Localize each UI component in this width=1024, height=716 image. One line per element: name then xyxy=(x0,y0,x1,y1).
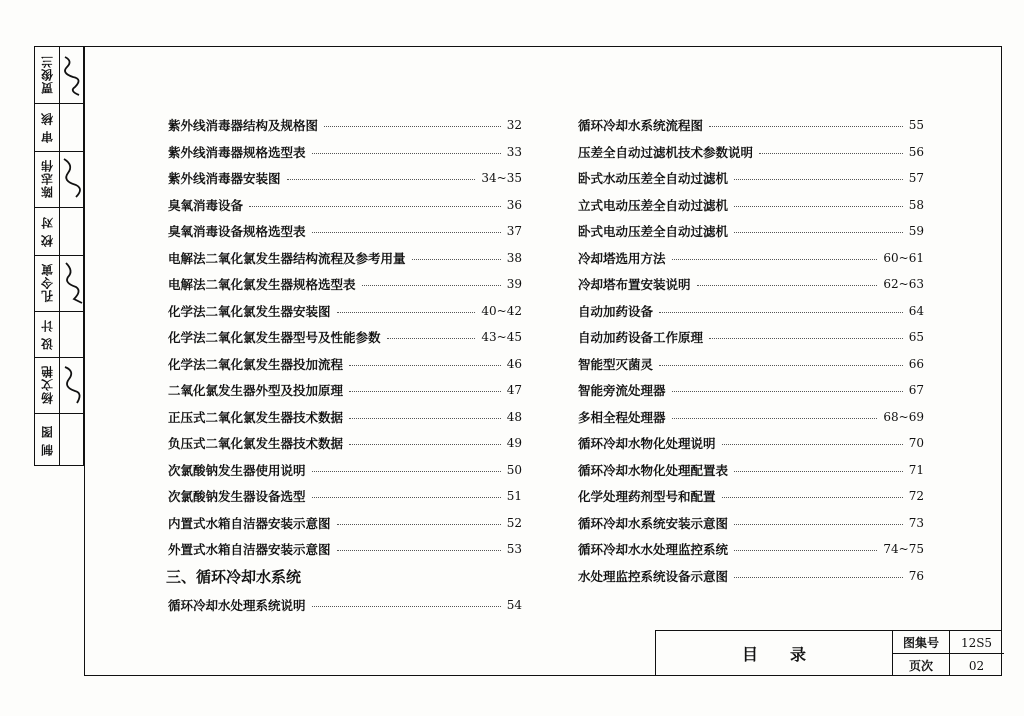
toc-entry-page: 73 xyxy=(908,515,924,530)
toc-leader-dots xyxy=(659,302,903,313)
toc-entry-title: 循环冷却水系统安装示意图 xyxy=(578,515,729,531)
designer-name: 孔令寅 xyxy=(40,263,55,303)
toc-entry xyxy=(168,141,522,161)
atlas-number-value: 12S5 xyxy=(960,635,993,650)
toc-leader-dots xyxy=(709,116,903,127)
toc-entry-title: 负压式二氧化氯发生器技术数据 xyxy=(168,436,344,451)
toc-entry xyxy=(168,512,522,532)
toc-entry-page: 47 xyxy=(506,383,522,397)
toc-leader-dots xyxy=(734,567,903,578)
toc-entry-page: 55 xyxy=(908,118,924,132)
toc-leader-dots xyxy=(287,169,475,180)
toc-entry-page: 66 xyxy=(908,356,924,371)
reviewer-signature xyxy=(59,47,85,103)
toc-entry xyxy=(578,459,924,479)
toc-entry-title: 化学法二氧化氯发生器投加流程 xyxy=(168,356,344,372)
toc-entry xyxy=(168,167,522,187)
toc-entry-page: 67 xyxy=(908,383,924,397)
toc-entry-title: 外置式水箱自洁器安装示意图 xyxy=(168,542,331,557)
toc-entry-page: 56 xyxy=(908,144,924,159)
toc-entry-title: 循环冷却水物化处理配置表 xyxy=(578,462,729,478)
page-number-label: 页次 xyxy=(908,659,933,673)
toc-entry-title: 智能型灭菌灵 xyxy=(578,356,654,372)
toc-entry xyxy=(578,141,924,161)
checker-name: 陈志伟 xyxy=(40,159,55,199)
toc-entry xyxy=(578,300,924,320)
toc-entry-page: 38 xyxy=(506,250,522,265)
toc-entry-page: 33 xyxy=(506,144,522,159)
toc-leader-dots xyxy=(337,302,475,313)
toc-entry-page: 51 xyxy=(506,489,522,503)
toc-leader-dots xyxy=(412,249,501,260)
toc-entry-title: 循环冷却水物化处理说明 xyxy=(578,436,716,451)
toc-entry-page: 34~35 xyxy=(481,171,522,185)
toc-entry xyxy=(168,379,522,399)
toc-entry xyxy=(578,538,924,558)
toc-entry xyxy=(168,300,522,320)
atlas-number-label: 图集号 xyxy=(902,636,939,650)
toc-leader-dots xyxy=(697,275,877,286)
toc-entry-title: 智能旁流处理器 xyxy=(578,383,666,398)
toc-entry-title: 自动加药设备 xyxy=(578,303,654,319)
toc-entry-title: 二氧化氯发生器外型及投加原理 xyxy=(168,383,344,398)
toc-entry-page: 74~75 xyxy=(883,542,924,556)
toc-leader-dots xyxy=(312,461,501,472)
sign-off-sidebar xyxy=(34,46,84,466)
toc-entry-page: 40~42 xyxy=(481,303,522,318)
toc-entry-title: 臭氧消毒设备规格选型表 xyxy=(168,224,306,239)
toc-entry xyxy=(578,512,924,532)
toc-entry-page: 53 xyxy=(506,542,522,556)
toc-entry-title: 化学法二氧化氯发生器型号及性能参数 xyxy=(168,330,381,345)
toc-entry xyxy=(578,432,924,452)
toc-entry-page: 46 xyxy=(506,356,522,371)
reviewer-name: 贾俊兰 xyxy=(40,55,55,95)
toc-entry-title: 冷却塔布置安装说明 xyxy=(578,277,691,292)
toc-leader-dots xyxy=(349,408,501,419)
designer-signature xyxy=(59,255,85,311)
toc-leader-dots xyxy=(672,408,877,419)
role-check: 校 对 xyxy=(40,215,55,247)
toc-entry xyxy=(168,326,522,346)
role-design: 设 计 xyxy=(40,318,55,350)
toc-entry xyxy=(578,247,924,267)
toc-leader-dots xyxy=(312,143,501,154)
toc-leader-dots xyxy=(709,328,903,339)
toc-entry-title: 化学法二氧化氯发生器安装图 xyxy=(168,303,331,319)
toc-leader-dots xyxy=(672,249,877,260)
toc-entry-page: 57 xyxy=(908,171,924,185)
toc-leader-dots xyxy=(672,381,903,392)
toc-entry-title: 次氯酸钠发生器使用说明 xyxy=(168,462,306,478)
drafter-name: 杨文艳 xyxy=(40,365,55,405)
toc-leader-dots xyxy=(734,540,877,551)
toc-entry xyxy=(578,167,924,187)
toc-entry-page: 60~61 xyxy=(883,250,924,265)
toc-entry-page: 70 xyxy=(908,436,924,450)
toc-entry-title: 水处理监控系统设备示意图 xyxy=(578,568,729,584)
toc-entry xyxy=(168,538,522,558)
toc-entry-page: 39 xyxy=(506,277,522,291)
toc-entry-title: 正压式二氧化氯发生器技术数据 xyxy=(168,409,344,425)
toc-entry-title: 电解法二氧化氯发生器规格选型表 xyxy=(168,277,356,292)
toc-leader-dots xyxy=(759,143,903,154)
toc-entry-page: 37 xyxy=(506,224,522,238)
toc-entry xyxy=(168,353,522,373)
toc-entry-title: 电解法二氧化氯发生器结构流程及参考用量 xyxy=(168,250,406,266)
toc-entry xyxy=(578,565,924,585)
toc-entry xyxy=(578,353,924,373)
toc-entry-title: 卧式电动压差全自动过滤机 xyxy=(578,224,729,239)
toc-entry-page: 43~45 xyxy=(481,330,522,344)
title-block-grid xyxy=(892,631,1004,676)
toc-leader-dots xyxy=(659,355,903,366)
toc-entry-title: 卧式水动压差全自动过滤机 xyxy=(578,171,729,186)
toc-entry xyxy=(578,379,924,399)
toc-leader-dots xyxy=(734,461,903,472)
toc-leader-dots xyxy=(387,328,475,339)
toc-entry xyxy=(168,406,522,426)
page-number-value: 02 xyxy=(968,658,985,673)
toc-leader-dots xyxy=(734,222,903,233)
title-block xyxy=(655,630,1002,676)
toc-entry-page: 52 xyxy=(506,515,522,530)
toc-entry-page: 76 xyxy=(908,568,924,583)
toc-entry xyxy=(578,406,924,426)
toc-entry xyxy=(168,485,522,505)
toc-entry-page: 48 xyxy=(506,409,522,424)
toc-entry xyxy=(578,220,924,240)
toc-entry-title: 化学处理药剂型号和配置 xyxy=(578,489,716,504)
toc-entry-page: 72 xyxy=(908,489,924,503)
toc-entry-page: 59 xyxy=(908,224,924,238)
toc-entry xyxy=(578,273,924,293)
toc-entry xyxy=(168,273,522,293)
toc-entry-title: 紫外线消毒器安装图 xyxy=(168,171,281,186)
toc-leader-dots xyxy=(734,514,903,525)
toc-leader-dots xyxy=(734,169,903,180)
toc-entry-title: 内置式水箱自洁器安装示意图 xyxy=(168,515,331,531)
toc-entry-page: 71 xyxy=(908,462,924,477)
toc-entry-page: 62~63 xyxy=(883,277,924,291)
toc-entry-title: 循环冷却水处理系统说明 xyxy=(168,598,306,613)
role-draft: 制 图 xyxy=(40,424,55,456)
document-title: 目录 xyxy=(741,645,838,664)
toc-entry xyxy=(578,114,924,134)
toc-entry xyxy=(168,459,522,479)
toc-entry-title: 次氯酸钠发生器设备选型 xyxy=(168,489,306,504)
toc-entry xyxy=(578,485,924,505)
role-review: 审 核 xyxy=(40,111,55,143)
toc-leader-dots xyxy=(312,487,501,498)
toc-leader-dots xyxy=(722,487,903,498)
toc-entry xyxy=(168,114,522,134)
toc-entry-page: 54 xyxy=(506,598,522,612)
toc-leader-dots xyxy=(362,275,501,286)
drafter-signature xyxy=(59,357,85,413)
toc-entry-title: 多相全程处理器 xyxy=(578,409,666,425)
toc-entry-title: 臭氧消毒设备 xyxy=(168,197,244,213)
toc-entry-page: 36 xyxy=(506,197,522,212)
toc-entry-title: 循环冷却水水处理监控系统 xyxy=(578,542,729,557)
toc-entry xyxy=(168,432,522,452)
toc-leader-dots xyxy=(249,196,501,207)
toc-leader-dots xyxy=(324,116,501,127)
toc-entry xyxy=(578,326,924,346)
toc-entry-page: 65 xyxy=(908,330,924,344)
toc-leader-dots xyxy=(337,514,501,525)
toc-entry xyxy=(168,247,522,267)
toc-leader-dots xyxy=(349,355,501,366)
toc-entry xyxy=(168,594,522,614)
toc-entry-title: 紫外线消毒器规格选型表 xyxy=(168,144,306,160)
toc-entry-title: 循环冷却水系统流程图 xyxy=(578,118,704,133)
toc-entry-page: 49 xyxy=(506,436,522,450)
toc-leader-dots xyxy=(734,196,903,207)
toc-leader-dots xyxy=(312,222,501,233)
toc-leader-dots xyxy=(349,434,501,445)
toc-entry-title: 立式电动压差全自动过滤机 xyxy=(578,197,729,213)
toc-entry-page: 50 xyxy=(506,462,522,477)
toc-entry-page: 58 xyxy=(908,197,924,212)
toc-entry-page: 64 xyxy=(908,303,924,318)
toc-entry-title: 自动加药设备工作原理 xyxy=(578,330,704,345)
toc-entry-title: 压差全自动过滤机技术参数说明 xyxy=(578,144,754,160)
section-heading: 三、循环冷却水系统 xyxy=(166,568,302,586)
toc-entry-title: 冷却塔选用方法 xyxy=(578,250,666,266)
toc-entry-page: 32 xyxy=(506,118,522,132)
toc-leader-dots xyxy=(337,540,501,551)
toc-entry xyxy=(168,194,522,214)
toc-leader-dots xyxy=(722,434,903,445)
toc-entry-title: 紫外线消毒器结构及规格图 xyxy=(168,118,319,133)
toc-entry xyxy=(578,194,924,214)
toc-leader-dots xyxy=(312,596,501,607)
checker-signature xyxy=(59,151,85,207)
toc-leader-dots xyxy=(349,381,501,392)
toc-entry-page: 68~69 xyxy=(883,409,924,424)
toc-entry xyxy=(168,220,522,240)
